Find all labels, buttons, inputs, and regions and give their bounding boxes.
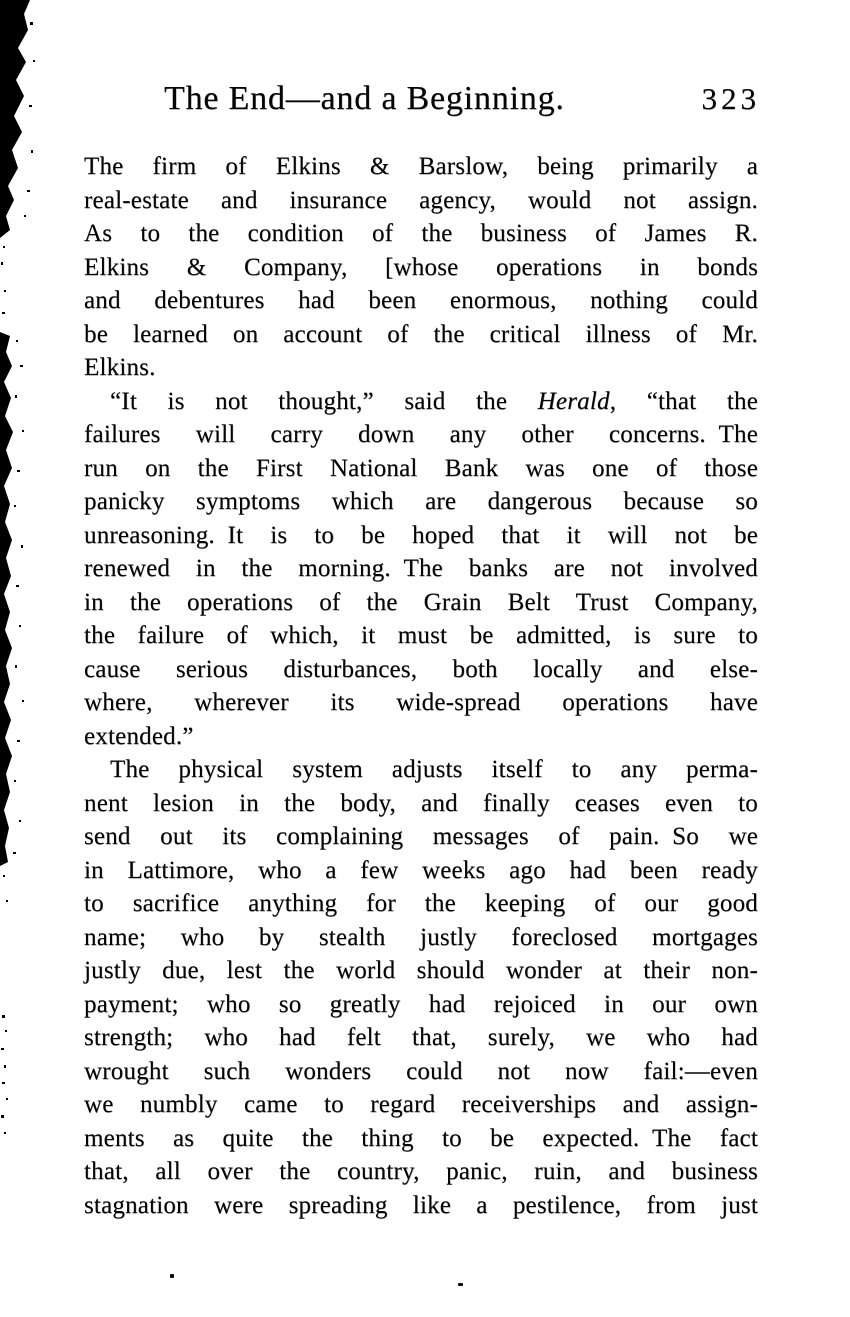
text-segment: be learned on account of the critical illness of Mr.: [84, 320, 758, 348]
text-segment: failures will carry down any other concerns. The: [84, 421, 758, 448]
text-line: [84, 385, 758, 419]
text-segment: payment; who so greatly had rejoiced in our own: [84, 990, 758, 1018]
text-segment: to sacrifice anything for the keeping of our good: [84, 890, 758, 917]
ink-speck: [170, 1274, 174, 1278]
text-line: [84, 1122, 758, 1156]
paragraph: [84, 385, 758, 754]
text-line: [84, 1155, 758, 1189]
text-line: [84, 1055, 758, 1089]
text-line: [84, 954, 758, 988]
text-line: [84, 988, 758, 1022]
text-line: [84, 351, 758, 385]
text-segment: unreasoning. It is to be hoped that it will not be: [84, 521, 758, 549]
text-line: [84, 686, 758, 720]
text-line: [84, 653, 758, 687]
text-line: [84, 318, 758, 352]
text-line: [84, 184, 758, 218]
text-segment: send out its complaining messages of pain. So we: [84, 823, 758, 850]
text-line: [84, 1189, 758, 1223]
text-segment: “It is not thought,” said the: [110, 387, 538, 415]
text-segment: The physical system adjusts itself to any perma-: [110, 756, 758, 783]
text-segment: renewed in the morning. The banks are not involved: [84, 555, 758, 582]
italic-text-segment: Herald: [537, 387, 610, 415]
text-line: [84, 150, 758, 184]
text-segment: the failure of which, it must be admitted, is sure to: [84, 622, 758, 649]
text-segment: , “that the: [609, 387, 758, 415]
text-line: [84, 787, 758, 821]
text-segment: cause serious disturbances, both locally and else-: [84, 655, 758, 683]
text-line: [84, 552, 758, 586]
text-line: [84, 519, 758, 553]
running-header: [84, 80, 760, 118]
text-line: [84, 1088, 758, 1122]
ink-speck: [458, 1283, 463, 1286]
text-segment: where, wherever its wide-spread operations have: [84, 689, 758, 716]
text-segment: that, all over the country, panic, ruin, and business: [84, 1158, 758, 1185]
text-segment: As to the condition of the business of James R.: [84, 220, 758, 247]
text-segment: in Lattimore, who a few weeks ago had been ready: [84, 856, 758, 884]
text-segment: and debentures had been enormous, nothing could: [84, 287, 758, 314]
scan-gutter-artifact: [0, 0, 40, 1317]
text-line: [84, 921, 758, 955]
text-line: [84, 217, 758, 251]
text-segment: real-estate and insurance agency, would not assign.: [84, 186, 758, 214]
text-segment: nent lesion in the body, and finally ceases even to: [84, 789, 758, 817]
text-line: [84, 720, 758, 754]
text-segment: name; who by stealth justly foreclosed mortgages: [84, 923, 758, 951]
paragraph: [84, 753, 758, 1222]
text-line: [84, 820, 758, 854]
text-segment: Elkins.: [84, 354, 156, 381]
text-line: [84, 284, 758, 318]
text-line: [84, 586, 758, 620]
text-line: [84, 753, 758, 787]
page-body: [84, 150, 758, 1222]
text-segment: we numbly came to regard receiverships and assign-: [84, 1091, 758, 1118]
paragraph: [84, 150, 758, 385]
text-segment: strength; who had felt that, surely, we who had: [84, 1024, 758, 1051]
text-line: [84, 485, 758, 519]
text-segment: justly due, lest the world should wonder at their non-: [84, 957, 758, 984]
text-segment: The firm of Elkins & Barslow, being primarily a: [84, 153, 758, 180]
page-number: 323: [701, 81, 760, 116]
page-title: The End—and a Beginning.: [164, 80, 565, 117]
text-segment: in the operations of the Grain Belt Trust Company,: [84, 588, 758, 616]
text-line: [84, 854, 758, 888]
text-line: [84, 619, 758, 653]
text-line: [84, 452, 758, 486]
text-line: [84, 418, 758, 452]
text-segment: wrought such wonders could not now fail:—even: [84, 1057, 758, 1085]
text-segment: run on the First National Bank was one of those: [84, 454, 758, 482]
text-segment: Elkins & Company, [whose operations in bonds: [84, 253, 758, 281]
text-line: [84, 1021, 758, 1055]
text-line: [84, 251, 758, 285]
text-segment: stagnation were spreading like a pestilence, from just: [84, 1191, 758, 1219]
text-segment: panicky symptoms which are dangerous because so: [84, 488, 758, 515]
text-segment: extended.”: [84, 722, 194, 750]
text-line: [84, 887, 758, 921]
text-segment: ments as quite the thing to be expected. The fact: [84, 1124, 758, 1152]
